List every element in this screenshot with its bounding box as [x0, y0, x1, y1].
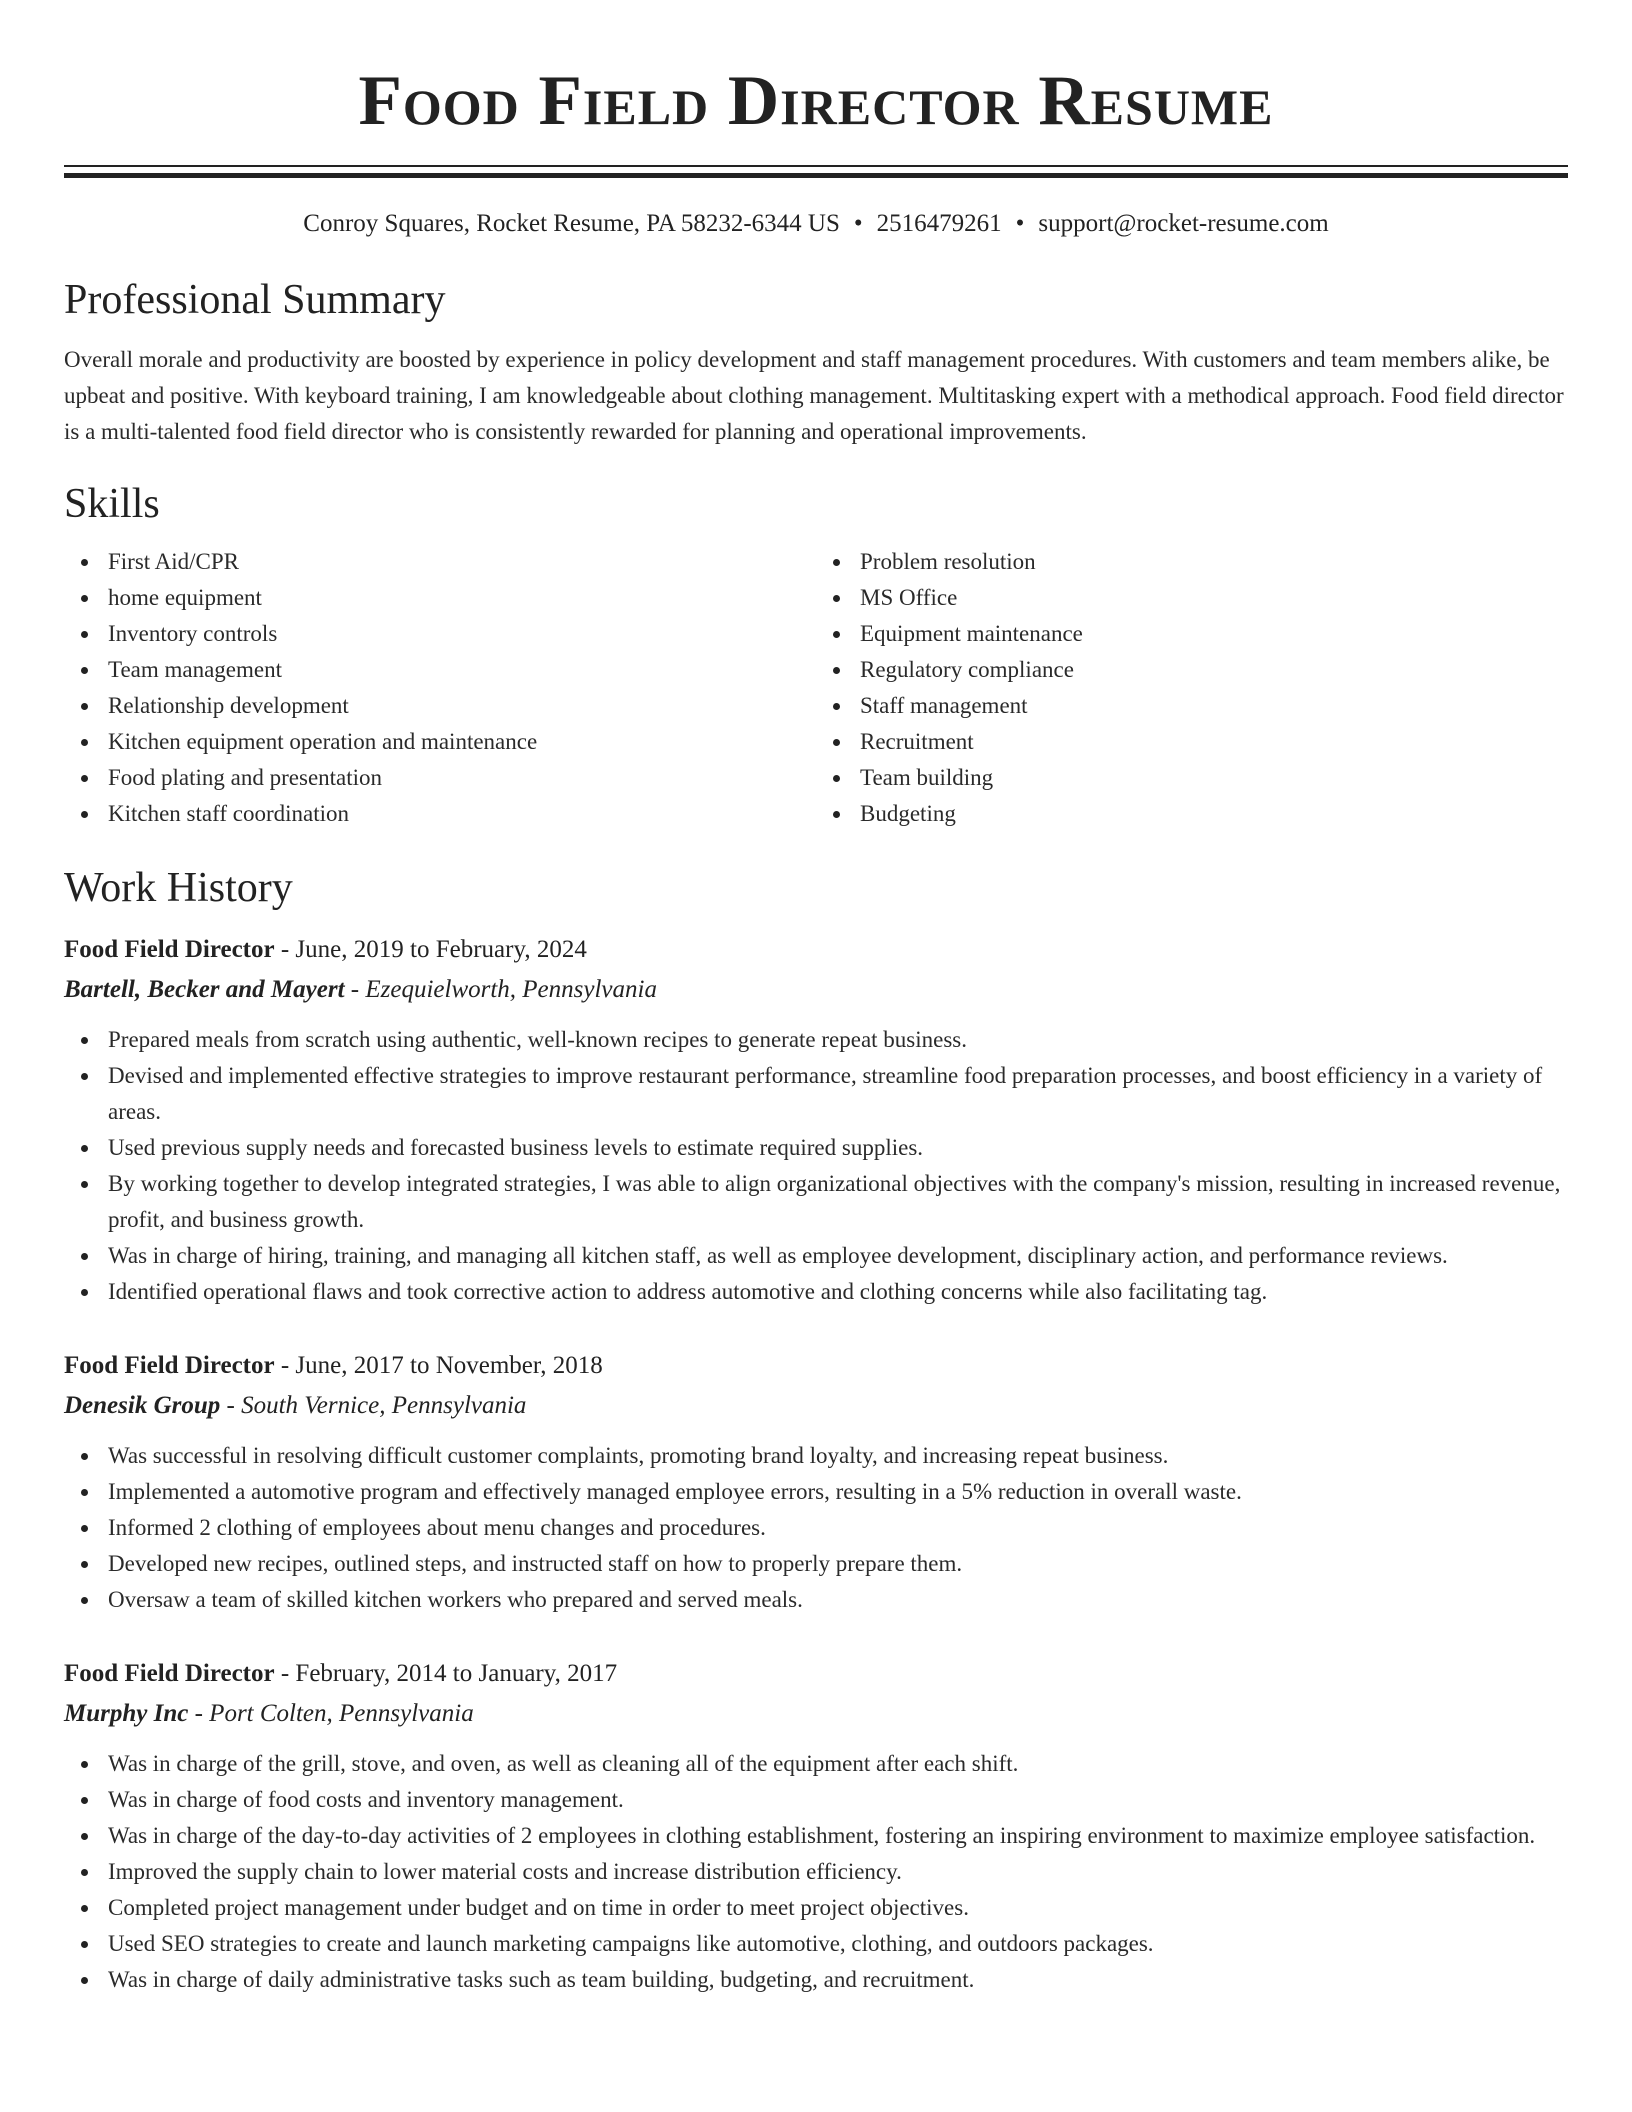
- job-bullet: Was in charge of hiring, training, and managing all kitchen staff, as well as employee development, disciplinary action, and performance reviews.: [108, 1238, 1568, 1274]
- skills-list-right: [816, 544, 1568, 832]
- skill-item: Problem resolution: [860, 544, 1568, 580]
- job-entry: [64, 1346, 1568, 1618]
- title-divider-thin: [64, 165, 1568, 167]
- job-bullet: By working together to develop integrated strategies, I was able to align organizational objectives with the company's mission, resulting in increased revenue, profit, and business growth.: [108, 1166, 1568, 1238]
- skills-list-left: [64, 544, 816, 832]
- contact-line: [64, 208, 1568, 240]
- job-dates: - February, 2014 to January, 2017: [274, 1660, 618, 1687]
- skill-item: Recruitment: [860, 724, 1568, 760]
- skill-item: Relationship development: [108, 688, 816, 724]
- skill-item: Staff management: [860, 688, 1568, 724]
- job-title: Food Field Director: [64, 1660, 275, 1687]
- job-bullets: [64, 1438, 1568, 1618]
- skills-heading: Skills: [64, 481, 160, 527]
- job-bullet: Used SEO strategies to create and launch marketing campaigns like automotive, clothing, and outdoors packages.: [108, 1926, 1568, 1962]
- job-title-line: [64, 1346, 1568, 1386]
- contact-separator: •: [1015, 210, 1025, 237]
- skill-item: home equipment: [108, 580, 816, 616]
- job-bullet: Was in charge of daily administrative tasks such as team building, budgeting, and recruitment.: [108, 1962, 1568, 1998]
- resume-title: Food Field Director Resume: [358, 62, 1274, 140]
- job-entry: [64, 1654, 1568, 1998]
- job-bullet: Developed new recipes, outlined steps, and instructed staff on how to properly prepare them.: [108, 1546, 1568, 1582]
- job-dates: - June, 2019 to February, 2024: [274, 936, 587, 963]
- company-location: - Ezequielworth, Pennsylvania: [344, 976, 657, 1003]
- job-bullet: Was in charge of the day-to-day activities of 2 employees in clothing establishment, fostering an inspiring environment to maximize employee satisfaction.: [108, 1818, 1568, 1854]
- skill-item: Budgeting: [860, 796, 1568, 832]
- summary-text: Overall morale and productivity are boosted by experience in policy development and staff management procedures. With customers and team members alike, be upbeat and positive. With keyboard training, I am knowledgeable about clothing management. Multitasking expert with a methodical approach. Food field director is a multi-talented food field director who is consistently rewarded for planning and operational improvements.: [64, 347, 1564, 444]
- skill-item: First Aid/CPR: [108, 544, 816, 580]
- company-name: Bartell, Becker and Mayert: [64, 976, 345, 1003]
- job-title-line: [64, 1654, 1568, 1694]
- job-entry: [64, 930, 1568, 1310]
- contact-address: Conroy Squares, Rocket Resume, PA 58232-6344 US: [303, 210, 840, 237]
- company-name: Denesik Group: [64, 1392, 221, 1419]
- skill-item: Kitchen equipment operation and maintenance: [108, 724, 816, 760]
- company-location: - Port Colten, Pennsylvania: [188, 1700, 474, 1727]
- job-bullet: Informed 2 clothing of employees about menu changes and procedures.: [108, 1510, 1568, 1546]
- title-divider-thick: [64, 173, 1568, 178]
- job-bullet: Improved the supply chain to lower material costs and increase distribution efficiency.: [108, 1854, 1568, 1890]
- skill-item: MS Office: [860, 580, 1568, 616]
- job-title-line: [64, 930, 1568, 970]
- company-line: [64, 1386, 1568, 1426]
- job-title: Food Field Director: [64, 936, 275, 963]
- contact-phone: 2516479261: [876, 210, 1002, 237]
- skill-item: Team management: [108, 652, 816, 688]
- job-bullet: Identified operational flaws and took corrective action to address automotive and clothing concerns while also facilitating tag.: [108, 1274, 1568, 1310]
- work-history-heading: Work History: [64, 865, 293, 911]
- skill-item: Equipment maintenance: [860, 616, 1568, 652]
- job-bullet: Implemented a automotive program and effectively managed employee errors, resulting in a 5% reduction in overall waste.: [108, 1474, 1568, 1510]
- skill-item: Regulatory compliance: [860, 652, 1568, 688]
- job-bullet: Used previous supply needs and forecasted business levels to estimate required supplies.: [108, 1130, 1568, 1166]
- job-bullet: Prepared meals from scratch using authentic, well-known recipes to generate repeat business.: [108, 1022, 1568, 1058]
- company-line: [64, 970, 1568, 1010]
- job-bullet: Devised and implemented effective strategies to improve restaurant performance, streamline food preparation processes, and boost efficiency in a variety of areas.: [108, 1058, 1568, 1130]
- company-location: - South Vernice, Pennsylvania: [220, 1392, 527, 1419]
- company-name: Murphy Inc: [64, 1700, 189, 1727]
- skill-item: Kitchen staff coordination: [108, 796, 816, 832]
- job-title: Food Field Director: [64, 1352, 275, 1379]
- job-bullet: Was in charge of food costs and inventory management.: [108, 1782, 1568, 1818]
- skill-item: Food plating and presentation: [108, 760, 816, 796]
- skill-item: Inventory controls: [108, 616, 816, 652]
- job-bullet: Completed project management under budget and on time in order to meet project objectives.: [108, 1890, 1568, 1926]
- job-bullets: [64, 1022, 1568, 1310]
- job-bullet: Oversaw a team of skilled kitchen workers who prepared and served meals.: [108, 1582, 1568, 1618]
- company-line: [64, 1694, 1568, 1734]
- job-bullet: Was in charge of the grill, stove, and oven, as well as cleaning all of the equipment after each shift.: [108, 1746, 1568, 1782]
- skills-grid: [64, 544, 1568, 832]
- contact-separator: •: [853, 210, 863, 237]
- contact-email: support@rocket-resume.com: [1038, 210, 1329, 237]
- skill-item: Team building: [860, 760, 1568, 796]
- job-dates: - June, 2017 to November, 2018: [274, 1352, 603, 1379]
- job-bullet: Was successful in resolving difficult customer complaints, promoting brand loyalty, and increasing repeat business.: [108, 1438, 1568, 1474]
- job-bullets: [64, 1746, 1568, 1998]
- summary-heading: Professional Summary: [64, 277, 446, 323]
